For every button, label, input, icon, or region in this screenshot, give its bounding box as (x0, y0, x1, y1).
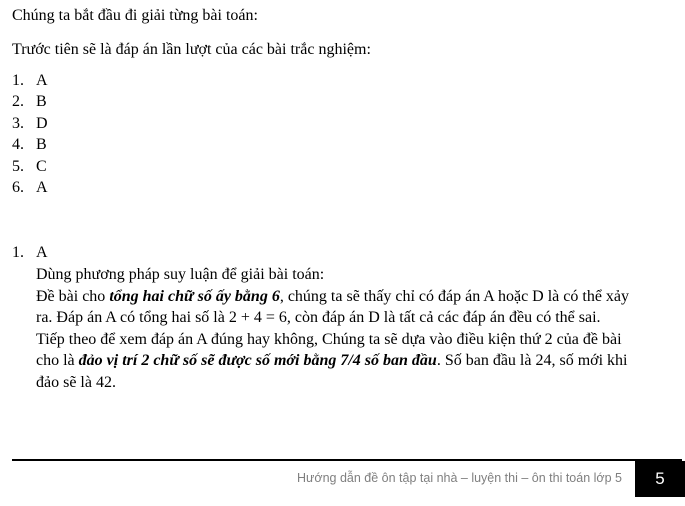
text-run: . Số ban đầu là 24, số mới khi đảo sẽ là 42. (36, 352, 628, 391)
answer-value: B (36, 93, 47, 110)
answer-item (12, 178, 48, 198)
footer-text: Hướng dẫn đề ôn tập tại nhà – luyện thi – ôn thi toán lớp 5 (297, 471, 622, 485)
answer-value: A (36, 72, 48, 89)
answer-item (12, 114, 48, 134)
solution-answer: A (36, 244, 48, 261)
answer-item (12, 135, 47, 155)
answer-value: D (36, 115, 48, 132)
solution-number: 1. (12, 244, 24, 261)
page-number: 5 (635, 461, 685, 497)
solution-heading (12, 243, 48, 263)
answer-value: B (36, 136, 47, 153)
answer-item (12, 92, 47, 112)
text-run: Tiếp theo để xem đáp án A đúng hay không, Chúng ta sẽ dựa vào điều kiện thứ 2 của đề bài cho là (36, 330, 622, 369)
answer-item (12, 71, 48, 91)
answer-number: 3. (12, 115, 24, 132)
answer-value: A (36, 179, 48, 196)
text-run: , chúng ta sẽ thấy chỉ có đáp án A hoặc D là có thể xảy ra. Đáp án A có tổng hai số là 2 + 4 = 6, còn đáp án D là tất cả các đáp án đều có thể sai. (36, 287, 630, 326)
solution-method: Dùng phương pháp suy luận để giải bài toán: (36, 266, 325, 283)
answer-number: 5. (12, 158, 24, 175)
emphasis-condition-2: đảo vị trí 2 chữ số sẽ được số mới bằng 7/4 số ban đầu (78, 352, 437, 369)
solution-paragraph-1 (36, 286, 646, 329)
answer-item (12, 157, 47, 177)
answer-number: 1. (12, 72, 24, 89)
emphasis-condition-1: tổng hai chữ số ấy bằng 6 (109, 287, 280, 305)
text-run: Đề bài cho (36, 287, 110, 305)
solution-paragraph-2 (36, 329, 646, 394)
answer-value: C (36, 158, 47, 175)
solution-body (36, 264, 646, 393)
answers-heading: Trước tiên sẽ là đáp án lần lượt của các bài trắc nghiệm: (12, 41, 371, 58)
intro-text: Chúng ta bắt đầu đi giải từng bài toán: (12, 7, 258, 24)
answer-number: 6. (12, 179, 24, 196)
answer-number: 2. (12, 93, 24, 110)
answer-number: 4. (12, 136, 24, 153)
footer-divider (12, 459, 682, 461)
